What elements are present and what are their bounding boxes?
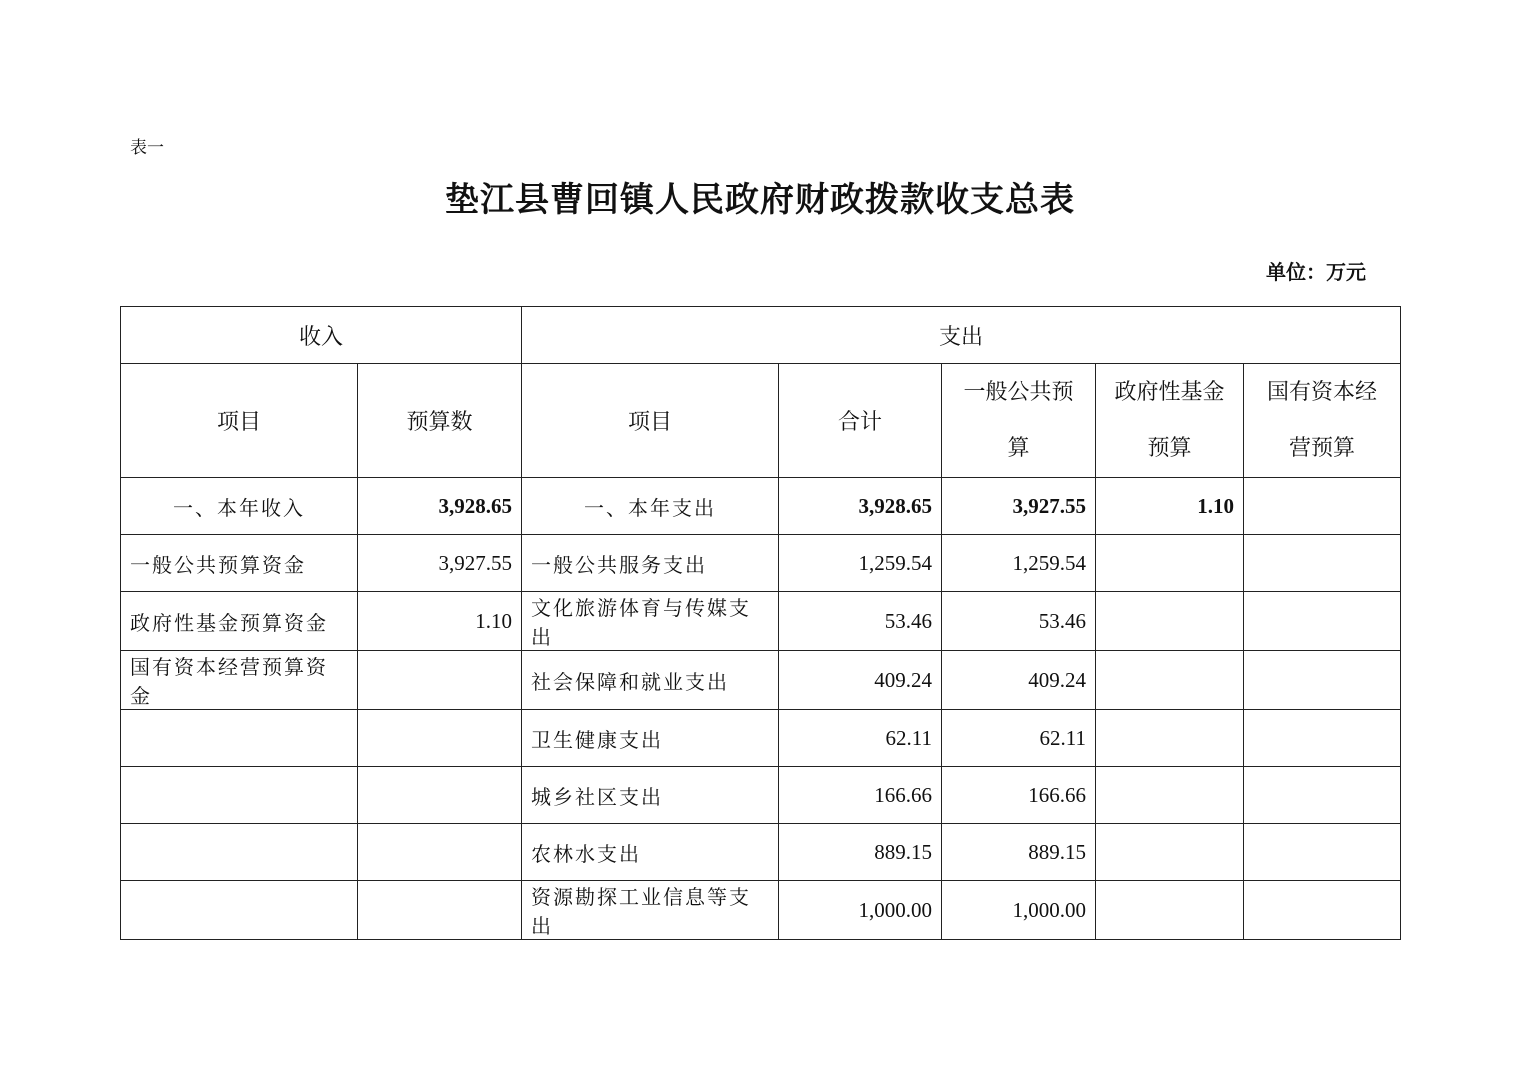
general-budget-cell: 889.15 <box>942 824 1096 881</box>
income-group-header: 收入 <box>121 307 522 364</box>
state-capital-cell <box>1244 651 1401 710</box>
table-row <box>121 710 1401 767</box>
income-budget-cell <box>358 767 522 824</box>
gov-fund-cell <box>1096 651 1244 710</box>
gov-fund-cell <box>1096 710 1244 767</box>
gov-fund-cell <box>1096 767 1244 824</box>
state-capital-cell <box>1244 824 1401 881</box>
income-budget-cell <box>358 710 522 767</box>
income-item-cell <box>121 767 358 824</box>
group-header-row <box>121 307 1401 364</box>
income-budget-header: 预算数 <box>358 364 522 478</box>
general-budget-header <box>942 364 1096 478</box>
general-budget-header-line1: 一般公共预 <box>963 379 1074 405</box>
expense-item-cell: 一般公共服务支出 <box>522 535 779 592</box>
table-row <box>121 824 1401 881</box>
table-row <box>121 535 1401 592</box>
table-row <box>121 767 1401 824</box>
income-item-cell <box>121 881 358 940</box>
income-item-cell: 一般公共预算资金 <box>121 535 358 592</box>
gov-fund-header-line1: 政府性基金 <box>1114 379 1225 405</box>
income-item-cell: 国有资本经营预算资金 <box>121 651 358 710</box>
state-capital-cell <box>1244 478 1401 535</box>
income-budget-cell: 3,928.65 <box>358 478 522 535</box>
gov-fund-header <box>1096 364 1244 478</box>
expense-item-cell: 一、本年支出 <box>522 478 779 535</box>
total-cell: 166.66 <box>779 767 942 824</box>
income-budget-cell: 3,927.55 <box>358 535 522 592</box>
general-budget-cell: 53.46 <box>942 592 1096 651</box>
state-capital-header <box>1244 364 1401 478</box>
expense-item-cell: 社会保障和就业支出 <box>522 651 779 710</box>
table-row <box>121 651 1401 710</box>
state-capital-header-line1: 国有资本经 <box>1267 379 1378 405</box>
table-row <box>121 881 1401 940</box>
income-budget-cell: 1.10 <box>358 592 522 651</box>
table-row-total <box>121 478 1401 535</box>
general-budget-cell: 409.24 <box>942 651 1096 710</box>
total-cell: 1,259.54 <box>779 535 942 592</box>
income-budget-cell <box>358 651 522 710</box>
state-capital-cell <box>1244 881 1401 940</box>
gov-fund-cell <box>1096 592 1244 651</box>
income-item-cell: 政府性基金预算资金 <box>121 592 358 651</box>
expense-item-cell: 卫生健康支出 <box>522 710 779 767</box>
general-budget-cell: 62.11 <box>942 710 1096 767</box>
expense-item-cell: 农林水支出 <box>522 824 779 881</box>
total-cell: 53.46 <box>779 592 942 651</box>
total-cell: 62.11 <box>779 710 942 767</box>
state-capital-cell <box>1244 592 1401 651</box>
state-capital-cell <box>1244 535 1401 592</box>
income-item-cell <box>121 824 358 881</box>
column-header-row <box>121 364 1401 478</box>
total-cell: 889.15 <box>779 824 942 881</box>
state-capital-cell <box>1244 710 1401 767</box>
income-item-cell: 一、本年收入 <box>121 478 358 535</box>
state-capital-header-line2: 营预算 <box>1289 435 1356 461</box>
document-label: 表一 <box>130 138 164 158</box>
income-budget-cell <box>358 824 522 881</box>
total-cell: 3,928.65 <box>779 478 942 535</box>
total-cell: 1,000.00 <box>779 881 942 940</box>
page-title: 垫江县曹回镇人民政府财政拨款收支总表 <box>445 180 1075 220</box>
table-row <box>121 592 1401 651</box>
expense-group-header: 支出 <box>522 307 1401 364</box>
income-budget-cell <box>358 881 522 940</box>
general-budget-cell: 3,927.55 <box>942 478 1096 535</box>
income-item-header: 项目 <box>121 364 358 478</box>
state-capital-cell <box>1244 767 1401 824</box>
general-budget-cell: 1,000.00 <box>942 881 1096 940</box>
expense-item-cell: 资源勘探工业信息等支出 <box>522 881 779 940</box>
expense-item-header: 项目 <box>522 364 779 478</box>
gov-fund-cell <box>1096 824 1244 881</box>
expense-item-cell: 文化旅游体育与传媒支出 <box>522 592 779 651</box>
budget-summary-table <box>120 306 1401 940</box>
general-budget-header-line2: 算 <box>1007 435 1030 461</box>
expense-item-cell: 城乡社区支出 <box>522 767 779 824</box>
gov-fund-cell <box>1096 881 1244 940</box>
general-budget-cell: 166.66 <box>942 767 1096 824</box>
income-item-cell <box>121 710 358 767</box>
gov-fund-header-line2: 预算 <box>1147 435 1192 461</box>
gov-fund-cell: 1.10 <box>1096 478 1244 535</box>
general-budget-cell: 1,259.54 <box>942 535 1096 592</box>
gov-fund-cell <box>1096 535 1244 592</box>
total-header: 合计 <box>779 364 942 478</box>
unit-label: 单位：万元 <box>1266 260 1366 284</box>
total-cell: 409.24 <box>779 651 942 710</box>
